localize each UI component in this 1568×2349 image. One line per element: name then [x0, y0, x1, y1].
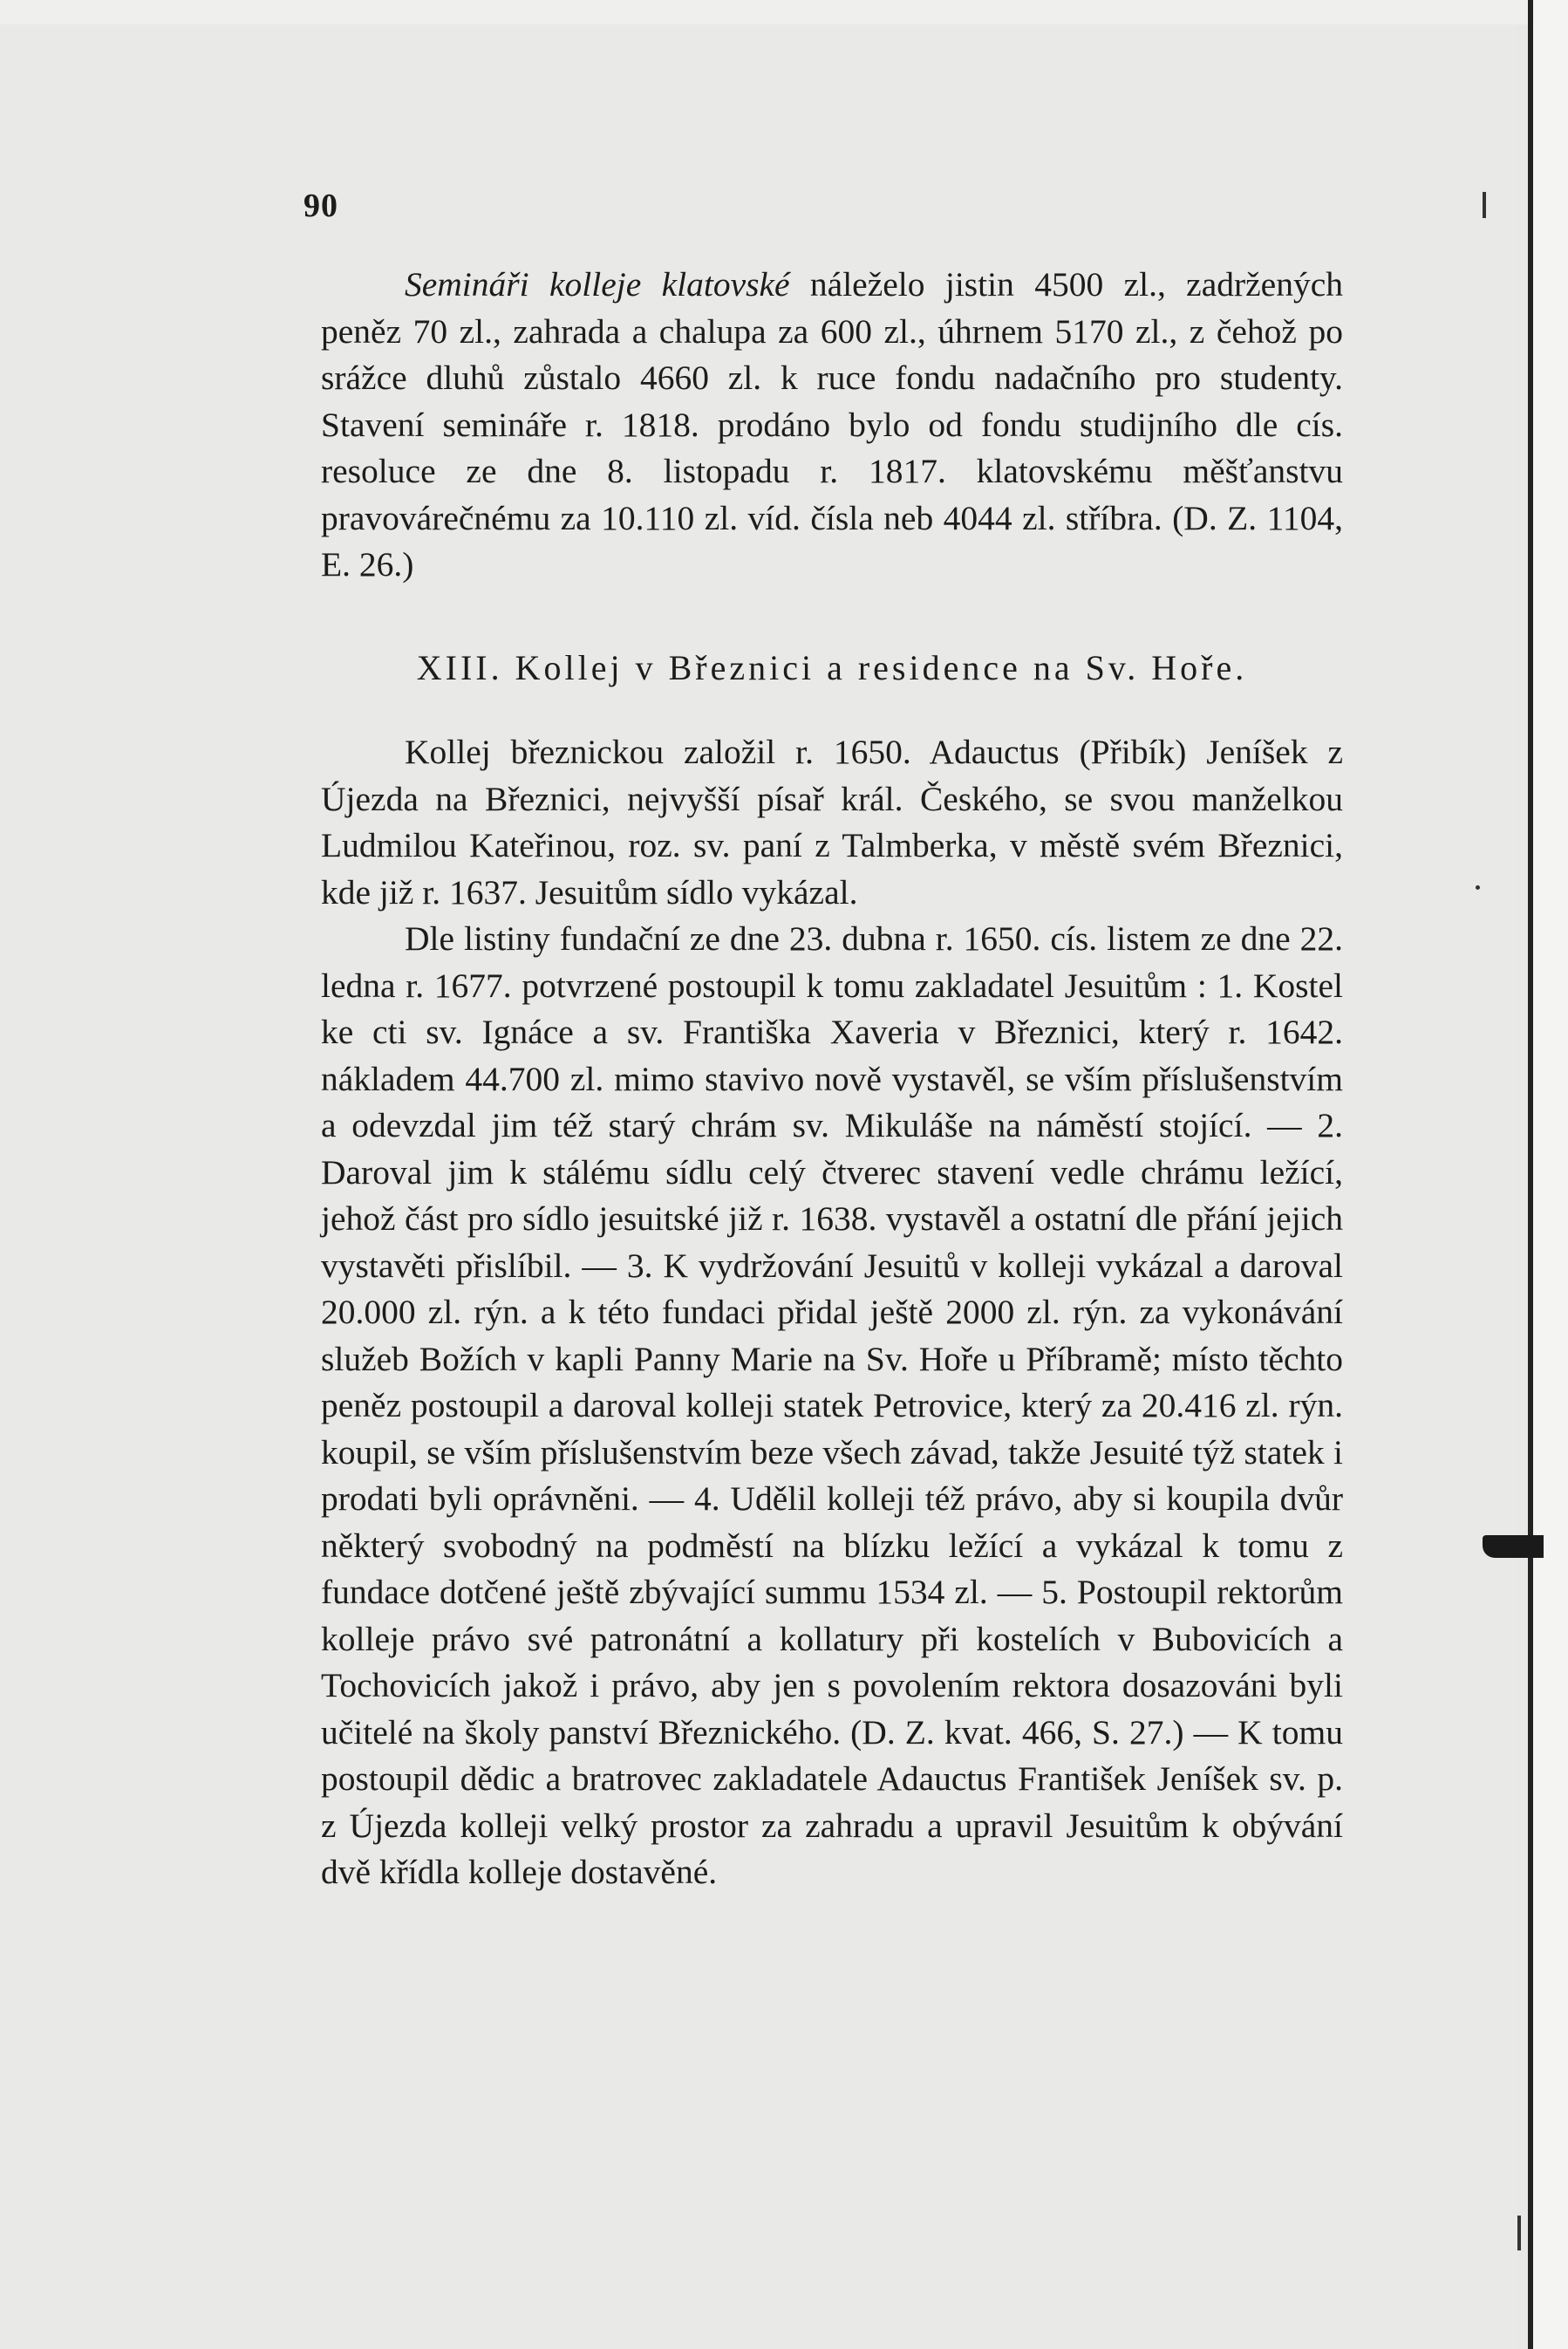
paragraph-founding: Kollej březnickou založil r. 1650. Adauctus (Přibík) Jeníšek z Újezda na Březnici, nejvyšší písař král. Českého, se svou manželkou Ludmilou Kateřinou, roz. sv. paní z Talmberka, v městě svém Březnici, kde již r. 1637. Jesuitům sídlo vykázal.	[321, 733, 1343, 912]
scan-speck	[1476, 885, 1480, 890]
binding-clip	[1483, 1535, 1544, 1558]
paragraph-seminar	[321, 262, 1343, 589]
paragraph-body: náleželo jistin 4500 zl., zadržených peněz 70 zl., zahrada a chalupa za 600 zl., úhrnem 5170 zl., z čehož po srážce dluhů zůstalo 4660 zl. k ruce fondu nadačního pro studenty. Stavení semináře r. 1818. prodáno bylo od fondu studijního dle cís. resoluce ze dne 8. listopadu r. 1817. klatovskému měšťanstvu pravovárečnému za 10.110 zl. víd. čísla neb 4044 zl. stříbra. (D. Z. 1104, E. 26.)	[321, 265, 1343, 584]
scan-margin	[1533, 0, 1568, 2349]
top-scan-margin	[0, 0, 1528, 24]
scan-speck	[1483, 192, 1486, 218]
section-heading: XIII. Kollej v Březnici a residence na Sv. Hoře.	[416, 648, 1248, 687]
scan-speck	[1517, 2216, 1521, 2250]
paragraph-charter: Dle listiny fundační ze dne 23. dubna r. 1650. cís. listem ze dne 22. ledna r. 1677. potvrzené postoupil k tomu zakladatel Jesuitům : 1. Kostel ke cti sv. Ignáce a sv. Františka Xaveria v Březnici, který r. 1642. nákladem 44.700 zl. mimo stavivo nově vystavěl, se vším příslušenstvím a odevzdal jim též starý chrám sv. Mikuláše na náměstí stojící. — 2. Daroval jim k stálému sídlu celý čtverec stavení vedle chrámu ležící, jehož část pro sídlo jesuitské již r. 1638. vystavěl a ostatní dle přání jejich vystavěti přislíbil. — 3. K vydržování Jesuitů v kolleji vykázal a daroval 20.000 zl. rýn. a k této fundaci přidal ještě 2000 zl. rýn. za vykonávání služeb Božích v kapli Panny Marie na Sv. Hoře u Příbramě; místo těchto peněz postoupil a daroval kolleji statek Petrovice, který za 20.416 zl. rýn. koupil, se vším příslušenstvím beze všech závad, takže Jesuité týž statek i prodati byli oprávněni. — 4. Udělil kolleji též právo, aby si koupila dvůr některý svobodný na podměstí na blízku ležící a vykázal k tomu z fundace dotčené ještě zbývající summu 1534 zl. — 5. Postoupil rektorům kolleje právo své patronátní a kollatury při kostelích v Bubovicích a Tochovicích jakož i právo, aby jen s povolením rektora dosazováni byli učitelé na školy panství Březnického. (D. Z. kvat. 466, S. 27.) — K tomu postoupil dědic a bratrovec zakladatele Adauctus František Jeníšek sv. p. z Újezda kolleji velký prostor za zahradu a upravil Jesuitům k obývání dvě křídla kolleje dostavěné.	[321, 919, 1343, 1891]
section-body	[321, 729, 1343, 1896]
paragraph-lead: Semináři kolleje klatovské	[405, 265, 790, 304]
page-number: 90	[303, 188, 338, 224]
